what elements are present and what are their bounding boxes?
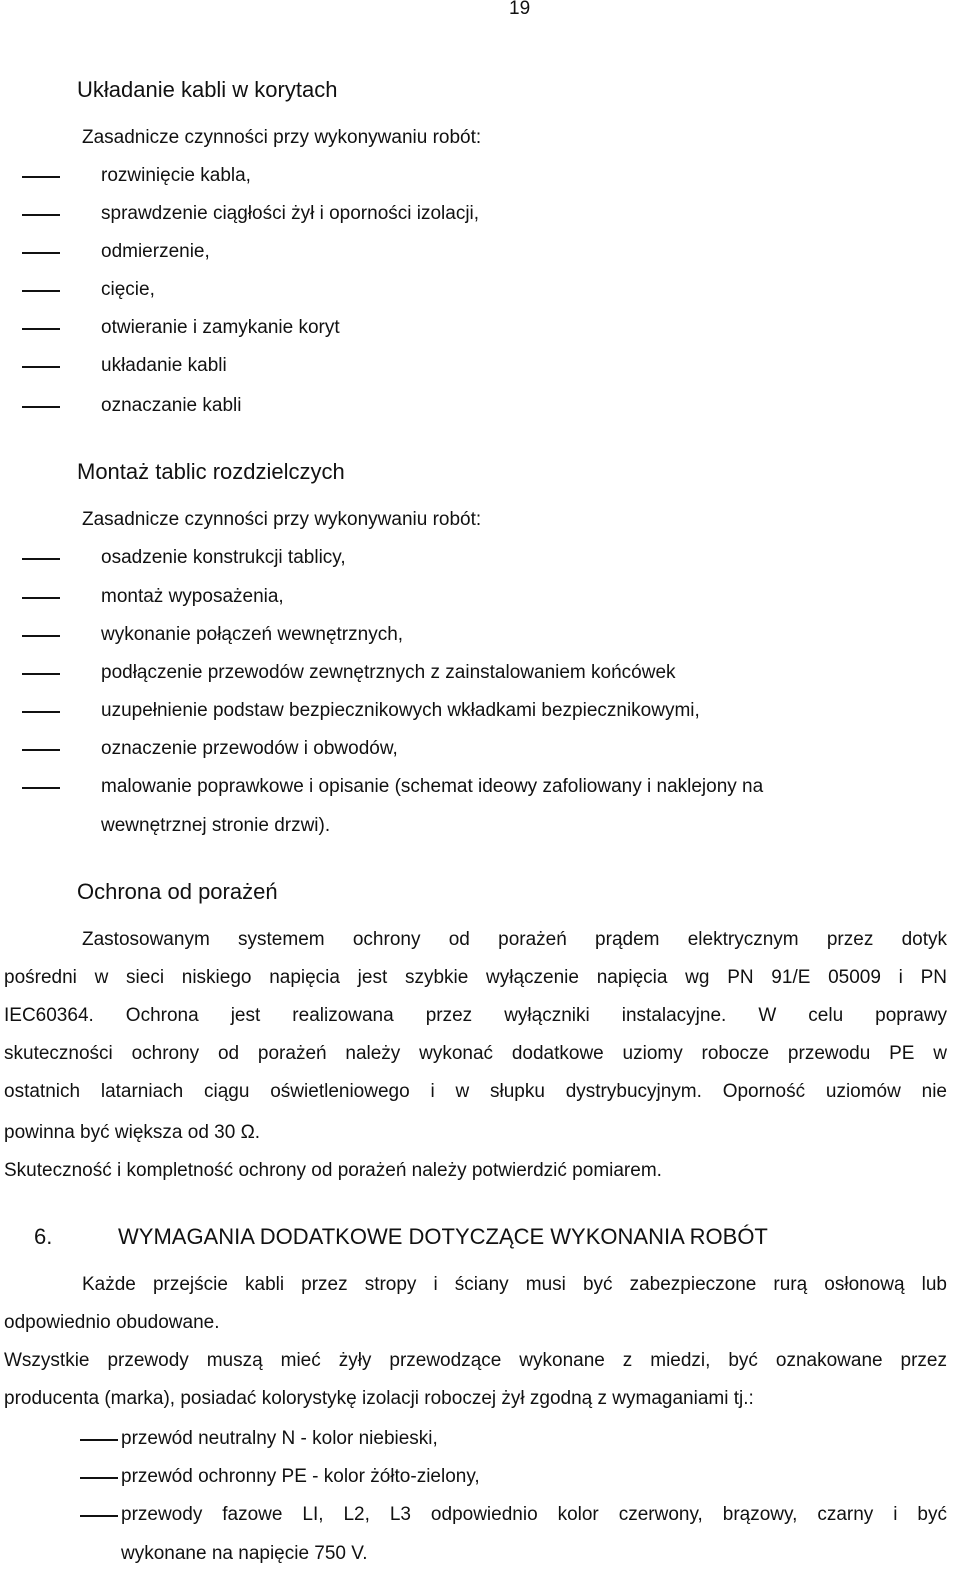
list-item-text: oznaczenie przewodów i obwodów, — [101, 738, 398, 759]
dash-bullet — [22, 290, 60, 292]
list-item — [0, 1426, 960, 1452]
dash-bullet — [22, 558, 60, 560]
list-item — [0, 1502, 960, 1528]
paragraph-line: Wszystkie przewody muszą mieć żyły przewodzące wykonane z miedzi, być oznakowane przez — [4, 1350, 947, 1371]
dash-bullet — [22, 635, 60, 637]
list-item-text: malowanie poprawkowe i opisanie (schemat ideowy zafoliowany i naklejony na — [101, 776, 764, 797]
dash-bullet — [22, 252, 60, 254]
list-item — [0, 584, 960, 610]
dash-bullet — [22, 787, 60, 789]
list-item — [0, 315, 960, 341]
list-item — [0, 393, 960, 419]
list-item — [0, 736, 960, 762]
paragraph-line: skuteczności ochrony od porażeń należy wykonać dodatkowe uziomy robocze przewodu PE w — [4, 1043, 947, 1064]
list-item — [0, 774, 960, 800]
section-intro-cables: Zasadnicze czynności przy wykonywaniu robót: — [82, 127, 482, 148]
dash-bullet — [22, 214, 60, 216]
paragraph-line: IEC60364. Ochrona jest realizowana przez wyłączniki instalacyjne. W celu poprawy — [4, 1005, 947, 1026]
list-item — [0, 239, 960, 265]
list-item — [0, 163, 960, 189]
list-item — [0, 660, 960, 686]
list-item-text: montaż wyposażenia, — [101, 586, 284, 607]
section-heading-boards: Montaż tablic rozdzielczych — [77, 459, 345, 484]
list-item-text: układanie kabli — [101, 355, 227, 376]
list-item-text: przewód neutralny N - kolor niebieski, — [121, 1428, 438, 1449]
list-item — [0, 277, 960, 303]
dash-bullet — [22, 749, 60, 751]
list-item — [0, 545, 960, 571]
dash-bullet — [22, 366, 60, 368]
section-intro-boards: Zasadnicze czynności przy wykonywaniu robót: — [82, 509, 482, 530]
list-item — [0, 698, 960, 724]
list-item-text: wykonanie połączeń wewnętrznych, — [101, 624, 404, 645]
dash-bullet — [22, 673, 60, 675]
dash-bullet — [22, 597, 60, 599]
list-item-text: oznaczanie kabli — [101, 395, 242, 416]
dash-bullet — [80, 1439, 118, 1441]
section-heading-cables: Układanie kabli w korytach — [77, 77, 338, 102]
dash-bullet — [22, 711, 60, 713]
list-item-continuation: wykonane na napięcie 750 V. — [121, 1543, 368, 1564]
list-item — [0, 201, 960, 227]
list-item-continuation: wewnętrznej stronie drzwi). — [101, 815, 331, 836]
list-item — [0, 353, 960, 379]
paragraph-line: Każde przejście kabli przez stropy i ściany musi być zabezpieczone rurą osłonową lub — [82, 1274, 947, 1295]
section-number: 6. — [34, 1224, 53, 1249]
paragraph-line: Skuteczność i kompletność ochrony od porażeń należy potwierdzić pomiarem. — [4, 1160, 662, 1181]
paragraph-line: odpowiednio obudowane. — [4, 1312, 220, 1333]
paragraph-line: ostatnich latarniach ciągu oświetleniowego i w słupku dystrybucyjnym. Oporność uziomów nie — [4, 1081, 947, 1102]
list-item-text: cięcie, — [101, 279, 155, 300]
dash-bullet — [22, 176, 60, 178]
section-title: WYMAGANIA DODATKOWE DOTYCZĄCE WYKONANIA ROBÓT — [118, 1224, 768, 1249]
list-item-text: przewody fazowe LI, L2, L3 odpowiednio kolor czerwony, brązowy, czarny i być — [121, 1504, 947, 1525]
list-item — [0, 1464, 960, 1490]
dash-bullet — [22, 406, 60, 408]
list-item — [0, 622, 960, 648]
paragraph-line: producenta (marka), posiadać kolorystykę izolacji roboczej żył zgodną z wymaganiami tj.: — [4, 1388, 754, 1409]
paragraph-line: powinna być większa od 30 Ω. — [4, 1122, 261, 1143]
list-item-text: uzupełnienie podstaw bezpiecznikowych wkładkami bezpiecznikowymi, — [101, 700, 700, 721]
list-item-text: przewód ochronny PE - kolor żółto-zielony, — [121, 1466, 480, 1487]
dash-bullet — [80, 1515, 118, 1517]
paragraph-line: Zastosowanym systemem ochrony od porażeń prądem elektrycznym przez dotyk — [82, 929, 947, 950]
list-item-text: sprawdzenie ciągłości żył i oporności izolacji, — [101, 203, 480, 224]
list-item-text: odmierzenie, — [101, 241, 210, 262]
dash-bullet — [22, 328, 60, 330]
list-item-text: otwieranie i zamykanie koryt — [101, 317, 340, 338]
list-item-text: osadzenie konstrukcji tablicy, — [101, 547, 346, 568]
paragraph-line: pośredni w sieci niskiego napięcia jest szybkie wyłączenie napięcia wg PN 91/E 05009 i PN — [4, 967, 947, 988]
page-number: 19 — [509, 0, 531, 19]
section-heading-protection: Ochrona od porażeń — [77, 879, 278, 904]
list-item-text: podłączenie przewodów zewnętrznych z zainstalowaniem końcówek — [101, 662, 676, 683]
dash-bullet — [80, 1477, 118, 1479]
list-item-text: rozwinięcie kabla, — [101, 165, 251, 186]
